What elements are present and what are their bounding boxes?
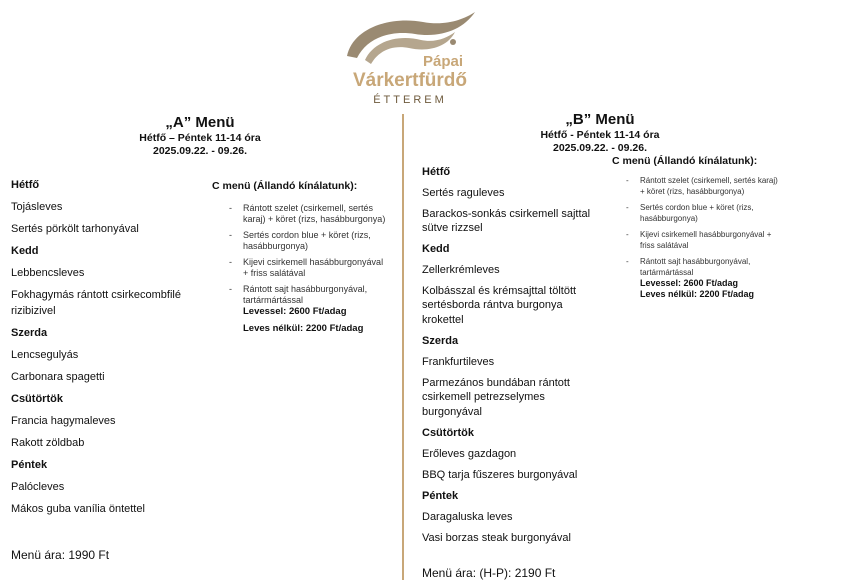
- c-menu-item: - Kijevi csirkemell hasábburgonyával + friss salátával: [229, 257, 389, 279]
- menu_a-dish: Tojásleves: [11, 201, 63, 213]
- menu_b-dish: Frankfurtileves: [422, 356, 495, 368]
- menu-a-price: Menü ára: 1990 Ft: [11, 548, 110, 562]
- c-menu-item: - Rántott szelet (csirkemell, sertés karaj) + köret (rizs, hasábburgonya): [229, 203, 389, 225]
- menu_a-day-heading: Péntek: [11, 459, 48, 471]
- menu-b-dates: 2025.09.22. - 09.26.: [553, 142, 647, 154]
- menu-b-days: Hétfő - Péntek 11-14 óra: [540, 129, 660, 141]
- menu_a-day-heading: Csütörtök: [11, 393, 63, 405]
- menu_a-dish: Rakott zöldbab: [11, 437, 85, 449]
- menu_a-dish: Sertés pörkölt tarhonyával: [11, 223, 139, 235]
- menu_b-dish: burgonyával: [422, 406, 482, 418]
- menu_b-dish: Kolbásszal és krémsajttal töltött: [422, 285, 577, 297]
- menu_b-dish: BBQ tarja fűszeres burgonyával: [422, 469, 578, 481]
- c-menu-right-price-soup: Levessel: 2600 Ft/adag: [640, 278, 739, 288]
- c-menu-item: - Rántott szelet (csirkemell, sertés karaj) + köret (rizs, hasábburgonya): [626, 175, 781, 197]
- menu_b-dish: Erőleves gazdagon: [422, 448, 517, 460]
- menu_b-dish: sütve rizzsel: [422, 222, 483, 234]
- menu_b-dish: Barackos-sonkás csirkemell sajttal: [422, 208, 591, 220]
- menu_b-dish: Sertés raguleves: [422, 187, 505, 199]
- menu_b-day-heading: Csütörtök: [422, 427, 474, 439]
- menu_b-dish: Parmezános bundában rántott: [422, 377, 570, 389]
- menu_b-dish: krokettel: [422, 314, 464, 326]
- menu_a-day-heading: Hétfő: [11, 179, 40, 191]
- menu_a-day-heading: Szerda: [11, 327, 48, 339]
- c-menu-right: [626, 175, 781, 300]
- menu_b-day-heading: Kedd: [422, 243, 450, 255]
- c-menu-item: - Rántott sajt hasábburgonyával, tartármártással: [229, 284, 389, 306]
- c-menu-left-list: [229, 203, 389, 306]
- c-menu-item: - Kijevi csirkemell hasábburgonyával + friss salátával: [626, 229, 781, 251]
- menu-b-title: „B” Menü: [565, 111, 635, 128]
- menu_b-day-heading: Péntek: [422, 490, 459, 502]
- menu_a-day-heading: Kedd: [11, 245, 39, 257]
- c-menu-item: - Sertés cordon blue + köret (rizs, hasábburgonya): [229, 230, 389, 252]
- column-divider: [402, 114, 404, 580]
- menu_a-dish: Francia hagymaleves: [11, 415, 116, 427]
- menu_a-dish: Fokhagymás rántott csirkecombfilé: [11, 289, 181, 301]
- menu-b-price: Menü ára: (H-P): 2190 Ft: [422, 566, 556, 580]
- menu-a-list: [11, 0, 211, 585]
- c-menu-right-title: C menü (Állandó kínálatunk):: [612, 155, 758, 167]
- menu_b-dish: Vasi borzas steak burgonyával: [422, 532, 571, 544]
- c-menu-right-list: [626, 175, 781, 278]
- menu_a-dish: Lebbencsleves: [11, 267, 85, 279]
- menu_a-dish: Mákos guba vanília öntettel: [11, 503, 145, 515]
- menu_b-dish: csirkemell petrezselymes: [422, 391, 545, 403]
- menu_b-dish: sertésborda rántva burgonya: [422, 299, 563, 311]
- menu-b-list: [422, 0, 602, 585]
- menu-a-days: Hétfő – Péntek 11-14 óra: [139, 132, 261, 144]
- svg-text:Várkertfürdő: Várkertfürdő: [352, 70, 468, 91]
- menu_b-day-heading: Hétfő: [422, 166, 451, 178]
- svg-text:ÉTTEREM: ÉTTEREM: [373, 94, 447, 106]
- c-menu-item: - Rántott sajt hasábburgonyával, tartármártással: [626, 256, 781, 278]
- menu_a-dish: Lencsegulyás: [11, 349, 79, 361]
- menu_b-dish: Zellerkrémleves: [422, 264, 500, 276]
- menu_a-dish: rizibizivel: [11, 305, 56, 317]
- menu_b-day-heading: Szerda: [422, 335, 459, 347]
- menu_a-dish: Palócleves: [11, 481, 65, 493]
- c-menu-left-price-nosoup: Leves nélkül: 2200 Ft/adag: [243, 323, 364, 334]
- svg-text:Pápai: Pápai: [422, 53, 464, 70]
- c-menu-right-price-nosoup: Leves nélkül: 2200 Ft/adag: [640, 289, 755, 299]
- c-menu-item: - Sertés cordon blue + köret (rizs, hasábburgonya): [626, 202, 781, 224]
- c-menu-left-price-soup: Levessel: 2600 Ft/adag: [243, 306, 347, 317]
- menu_a-dish: Carbonara spagetti: [11, 371, 105, 383]
- c-menu-left-title: C menü (Állandó kínálatunk):: [212, 180, 358, 192]
- menu_b-dish: Daragaluska leves: [422, 511, 513, 523]
- menu-a-title: „A” Menü: [165, 114, 235, 131]
- c-menu-left: [229, 203, 389, 334]
- menu-a-dates: 2025.09.22. - 09.26.: [153, 145, 247, 157]
